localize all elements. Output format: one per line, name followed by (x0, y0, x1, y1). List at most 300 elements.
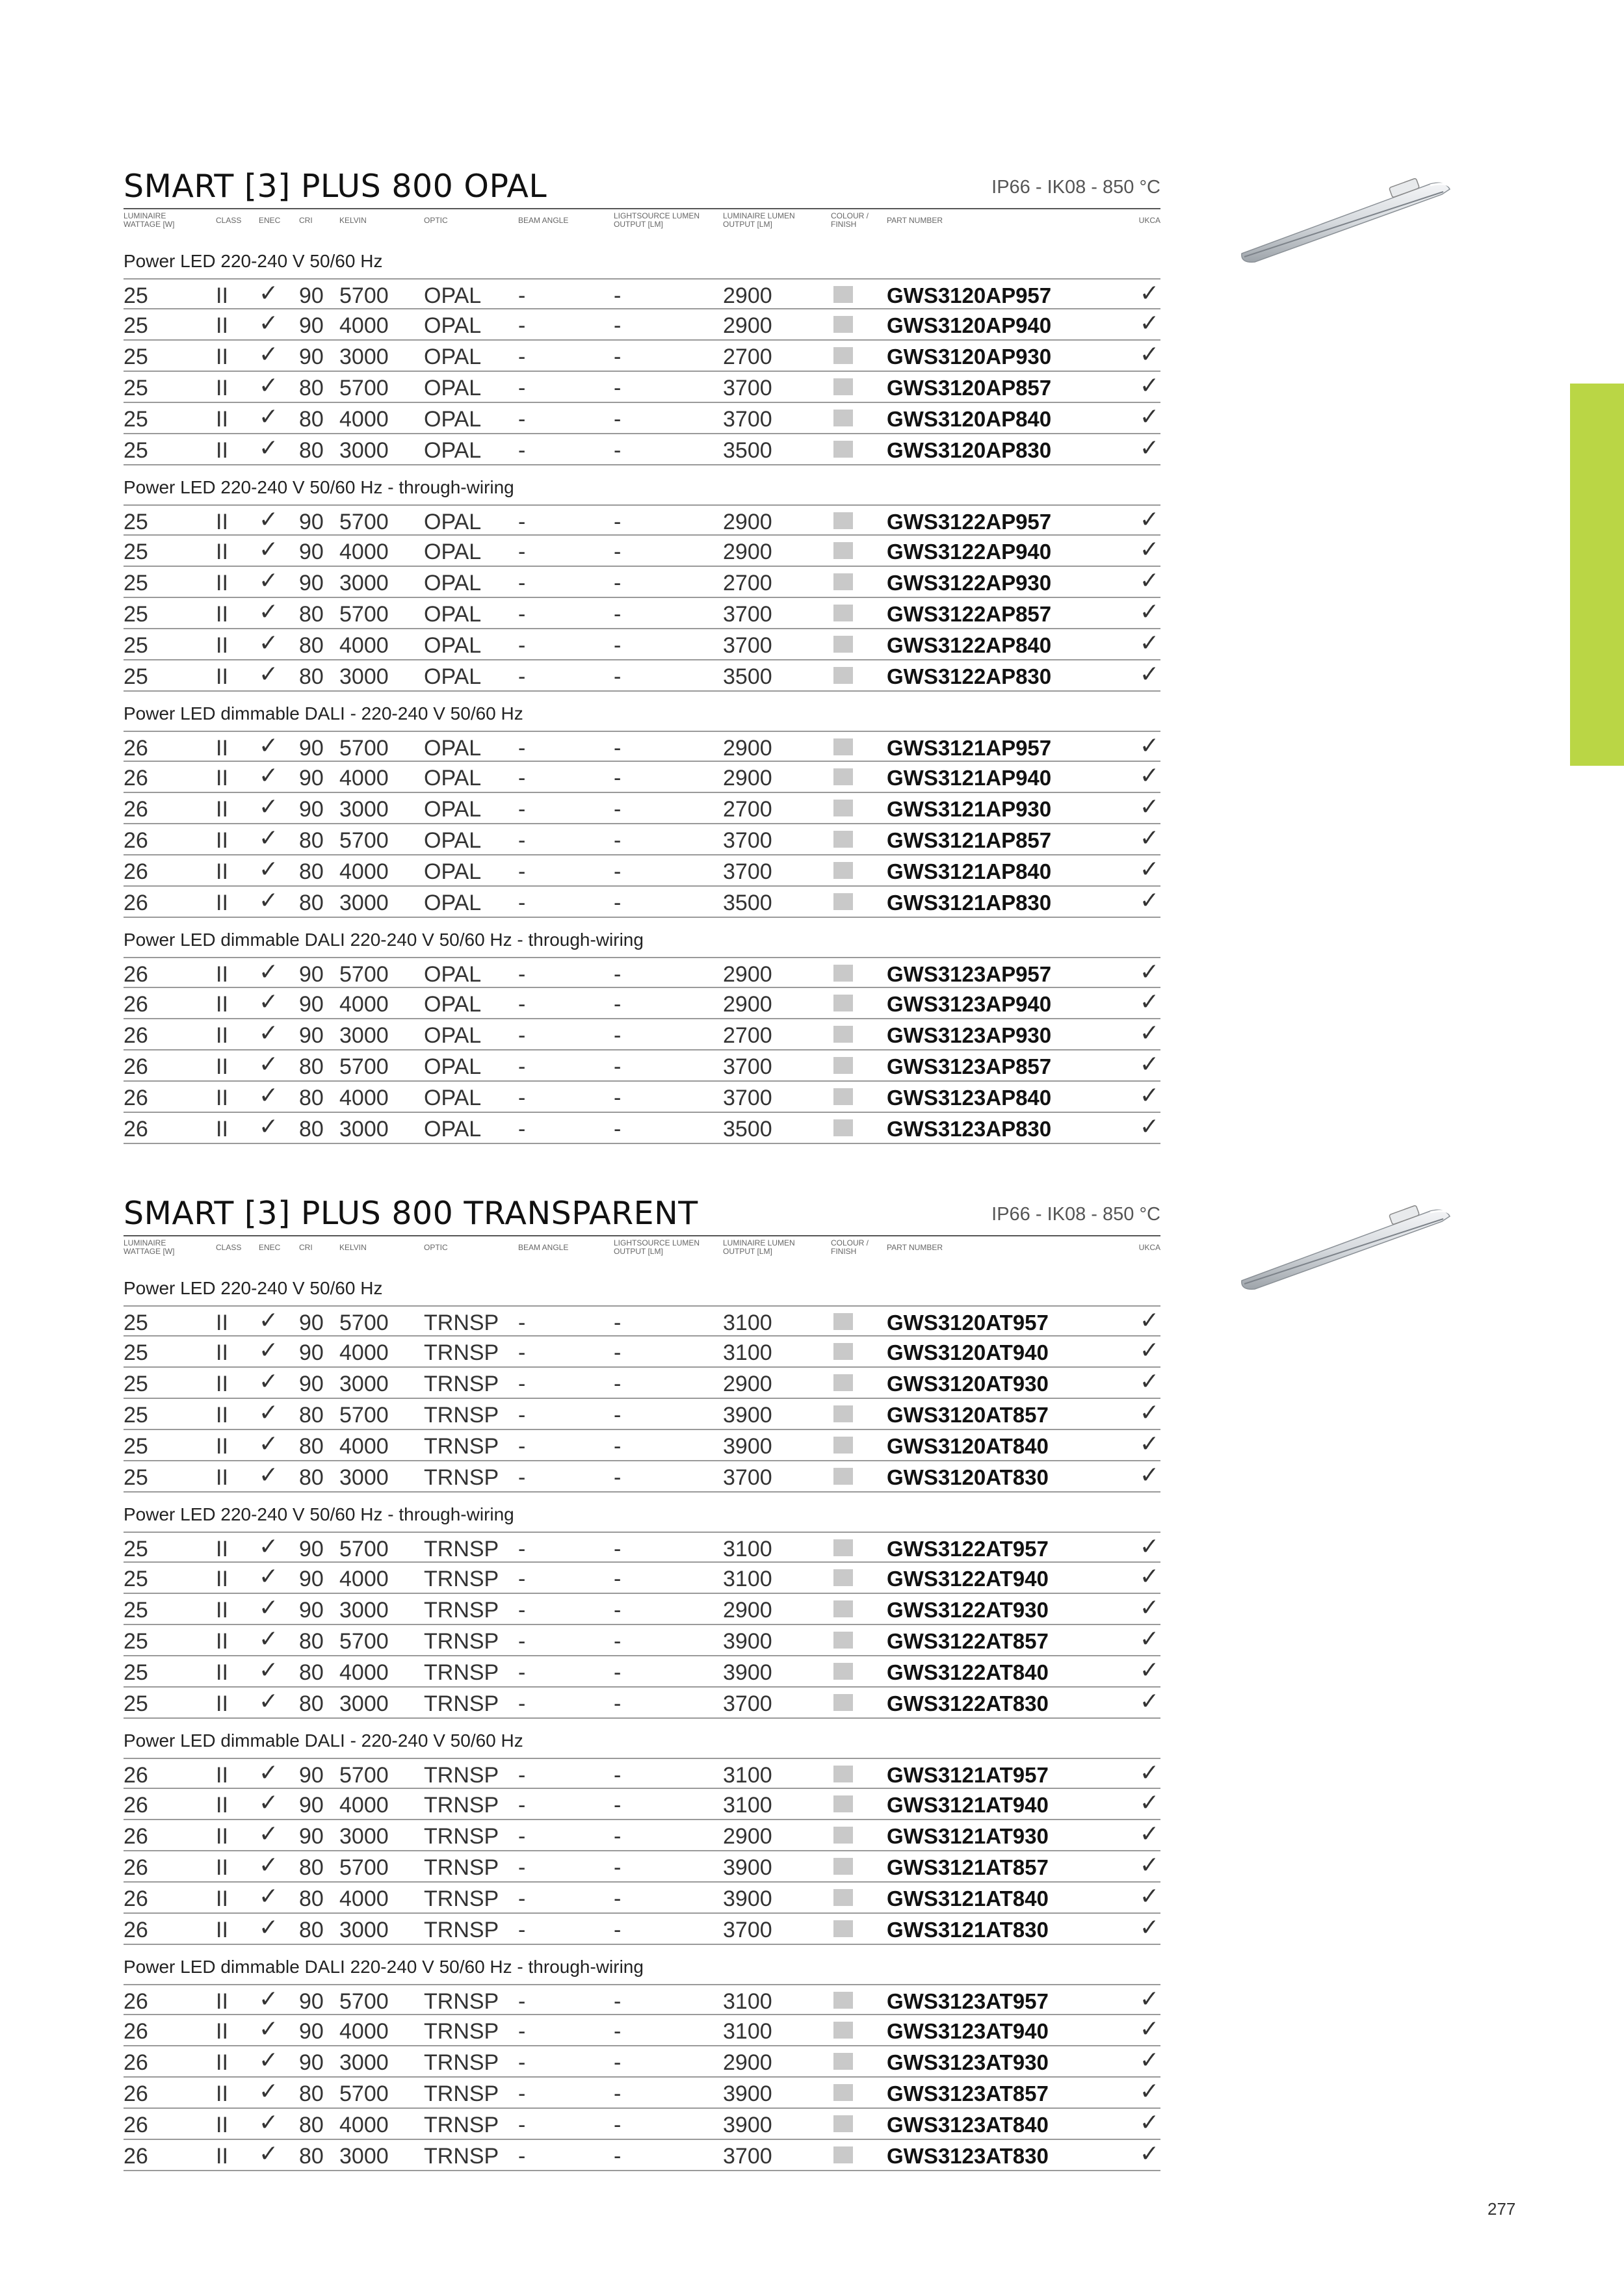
class-cell: II (216, 2113, 228, 2137)
colour-swatch (833, 573, 853, 590)
enec-check-cell: ✓ (259, 2046, 279, 2073)
optic-cell: OPAL (424, 376, 482, 400)
ukca-check-cell: ✓ (1139, 629, 1159, 656)
class-cell: II (216, 1629, 228, 1654)
table-row (124, 504, 1160, 536)
lightsource-lumen-cell: - (614, 1598, 622, 1623)
luminaire-lumen-cell: 2900 (723, 962, 772, 987)
wattage-cell: 25 (124, 438, 148, 463)
kelvin-cell: 4000 (339, 2113, 389, 2137)
ukca-check-cell: ✓ (1139, 762, 1159, 789)
colour-swatch (833, 1405, 853, 1422)
class-cell: II (216, 891, 228, 915)
header-rule (124, 1235, 1160, 1236)
kelvin-cell: 5700 (339, 2081, 389, 2106)
wattage-cell: 25 (124, 1567, 148, 1591)
colour-swatch (833, 1057, 853, 1074)
colour-swatch (833, 1313, 853, 1330)
class-cell: II (216, 1465, 228, 1490)
colour-swatch (833, 862, 853, 879)
wattage-cell: 25 (124, 602, 148, 627)
class-cell: II (216, 313, 228, 338)
kelvin-cell: 4000 (339, 992, 389, 1017)
kelvin-cell: 5700 (339, 1989, 389, 2014)
lightsource-lumen-cell: - (614, 407, 622, 432)
wattage-cell: 26 (124, 1824, 148, 1849)
class-cell: II (216, 797, 228, 822)
group-rows (124, 278, 1160, 465)
ukca-check-cell: ✓ (1139, 855, 1159, 882)
luminaire-product-image (1235, 1193, 1456, 1290)
beam-angle-cell: - (518, 1434, 526, 1459)
class-cell: II (216, 736, 228, 761)
table-row (124, 1984, 1160, 2015)
optic-cell: TRNSP (424, 1824, 499, 1849)
wattage-cell: 26 (124, 736, 148, 761)
wattage-cell: 25 (124, 1311, 148, 1335)
part-number-cell: GWS3121AT830 (887, 1918, 1049, 1942)
header-cri: CRI (299, 216, 313, 225)
ukca-check-cell: ✓ (1139, 1307, 1159, 1333)
kelvin-cell: 5700 (339, 602, 389, 627)
cri-cell: 80 (299, 1465, 324, 1490)
header-colour: COLOUR / FINISH (831, 211, 869, 229)
luminaire-lumen-cell: 2900 (723, 510, 772, 534)
group-rows (124, 731, 1160, 918)
kelvin-cell: 5700 (339, 1403, 389, 1428)
cri-cell: 90 (299, 1567, 324, 1591)
wattage-cell: 25 (124, 345, 148, 369)
class-cell: II (216, 1086, 228, 1110)
group-title: Power LED 220-240 V 50/60 Hz - through-wiring (124, 1504, 514, 1524)
luminaire-lumen-cell: 2900 (723, 1824, 772, 1849)
table-row (124, 988, 1160, 1019)
lightsource-lumen-cell: - (614, 1023, 622, 1048)
luminaire-lumen-cell: 3900 (723, 1855, 772, 1880)
colour-swatch (833, 1632, 853, 1649)
colour-swatch (833, 1539, 853, 1556)
luminaire-lumen-cell: 2900 (723, 766, 772, 790)
optic-cell: OPAL (424, 891, 482, 915)
optic-cell: OPAL (424, 736, 482, 761)
header-colour: COLOUR / FINISH (831, 1238, 869, 1256)
optic-cell: TRNSP (424, 1989, 499, 2014)
cri-cell: 90 (299, 1824, 324, 1849)
kelvin-cell: 4000 (339, 313, 389, 338)
part-number-cell: GWS3123AP830 (887, 1117, 1052, 1141)
luminaire-lumen-cell: 3100 (723, 1763, 772, 1788)
cri-cell: 80 (299, 2113, 324, 2137)
kelvin-cell: 5700 (339, 376, 389, 400)
part-number-cell: GWS3123AT840 (887, 2113, 1049, 2137)
class-cell: II (216, 1918, 228, 1942)
enec-check-cell: ✓ (259, 1688, 279, 1714)
table-row (124, 434, 1160, 465)
table-row (124, 793, 1160, 824)
beam-angle-cell: - (518, 1465, 526, 1490)
enec-check-cell: ✓ (259, 855, 279, 882)
part-number-cell: GWS3121AP840 (887, 859, 1052, 883)
kelvin-cell: 3000 (339, 571, 389, 595)
table-row (124, 1082, 1160, 1113)
colour-swatch (833, 2084, 853, 2101)
optic-cell: TRNSP (424, 2050, 499, 2075)
ukca-check-cell: ✓ (1139, 309, 1159, 336)
luminaire-lumen-cell: 2900 (723, 2050, 772, 2075)
lightsource-lumen-cell: - (614, 1465, 622, 1490)
beam-angle-cell: - (518, 1340, 526, 1365)
lightsource-lumen-cell: - (614, 2113, 622, 2137)
enec-check-cell: ✓ (259, 2140, 279, 2167)
class-cell: II (216, 602, 228, 627)
wattage-cell: 26 (124, 1117, 148, 1141)
class-cell: II (216, 2019, 228, 2044)
class-cell: II (216, 1886, 228, 1911)
colour-swatch (833, 1920, 853, 1937)
kelvin-cell: 5700 (339, 510, 389, 534)
enec-check-cell: ✓ (259, 1594, 279, 1621)
part-number-cell: GWS3123AT940 (887, 2019, 1049, 2043)
table-row (124, 629, 1160, 660)
group-title: Power LED dimmable DALI 220-240 V 50/60 Hz - through-wiring (124, 930, 644, 950)
part-number-cell: GWS3121AP957 (887, 736, 1052, 760)
wattage-cell: 25 (124, 633, 148, 658)
class-cell: II (216, 1117, 228, 1141)
enec-check-cell: ✓ (259, 793, 279, 820)
class-cell: II (216, 1340, 228, 1365)
luminaire-product-image (1235, 166, 1456, 263)
optic-cell: TRNSP (424, 1855, 499, 1880)
enec-check-cell: ✓ (259, 403, 279, 430)
colour-swatch (833, 893, 853, 910)
enec-check-cell: ✓ (259, 1625, 279, 1652)
luminaire-lumen-cell: 2700 (723, 571, 772, 595)
colour-swatch (833, 831, 853, 848)
enec-check-cell: ✓ (259, 598, 279, 625)
table-row (124, 887, 1160, 918)
cri-cell: 90 (299, 962, 324, 987)
part-number-cell: GWS3123AT957 (887, 1989, 1049, 2013)
colour-swatch (833, 542, 853, 559)
enec-check-cell: ✓ (259, 824, 279, 851)
cri-cell: 80 (299, 1629, 324, 1654)
kelvin-cell: 5700 (339, 283, 389, 308)
table-row (124, 598, 1160, 629)
table-row (124, 2078, 1160, 2109)
wattage-cell: 25 (124, 376, 148, 400)
kelvin-cell: 4000 (339, 766, 389, 790)
wattage-cell: 26 (124, 1855, 148, 1880)
lightsource-lumen-cell: - (614, 736, 622, 761)
ukca-check-cell: ✓ (1139, 1914, 1159, 1940)
luminaire-lumen-cell: 3700 (723, 2144, 772, 2169)
colour-swatch (833, 1827, 853, 1844)
luminaire-lumen-cell: 3100 (723, 1989, 772, 2014)
part-number-cell: GWS3123AP857 (887, 1054, 1052, 1078)
beam-angle-cell: - (518, 962, 526, 987)
beam-angle-cell: - (518, 797, 526, 822)
class-cell: II (216, 1989, 228, 2014)
header-lum-lumen: LUMINAIRE LUMEN OUTPUT [LM] (723, 1238, 795, 1256)
wattage-cell: 25 (124, 1691, 148, 1716)
optic-cell: TRNSP (424, 2019, 499, 2044)
wattage-cell: 26 (124, 1793, 148, 1818)
part-number-cell: GWS3121AT940 (887, 1793, 1049, 1817)
lightsource-lumen-cell: - (614, 766, 622, 790)
part-number-cell: GWS3120AP930 (887, 345, 1052, 369)
optic-cell: OPAL (424, 602, 482, 627)
cri-cell: 90 (299, 2019, 324, 2044)
luminaire-lumen-cell: 3900 (723, 1629, 772, 1654)
class-cell: II (216, 283, 228, 308)
wattage-cell: 26 (124, 1989, 148, 2014)
part-number-cell: GWS3120AP857 (887, 376, 1052, 400)
class-cell: II (216, 859, 228, 884)
part-number-cell: GWS3122AP930 (887, 571, 1052, 595)
wattage-cell: 25 (124, 1372, 148, 1396)
beam-angle-cell: - (518, 1567, 526, 1591)
enec-check-cell: ✓ (259, 887, 279, 913)
kelvin-cell: 5700 (339, 1629, 389, 1654)
kelvin-cell: 5700 (339, 1537, 389, 1561)
group-rows (124, 1305, 1160, 1493)
ukca-check-cell: ✓ (1139, 887, 1159, 913)
part-number-cell: GWS3120AT957 (887, 1311, 1049, 1335)
table-row (124, 1688, 1160, 1719)
class-cell: II (216, 664, 228, 689)
cri-cell: 80 (299, 1054, 324, 1079)
enec-check-cell: ✓ (259, 1851, 279, 1878)
lightsource-lumen-cell: - (614, 1567, 622, 1591)
cri-cell: 80 (299, 664, 324, 689)
optic-cell: TRNSP (424, 1660, 499, 1685)
part-number-cell: GWS3122AT957 (887, 1537, 1049, 1561)
ukca-check-cell: ✓ (1139, 1082, 1159, 1108)
part-number-cell: GWS3122AP830 (887, 664, 1052, 688)
beam-angle-cell: - (518, 1824, 526, 1849)
class-cell: II (216, 510, 228, 534)
cri-cell: 90 (299, 1023, 324, 1048)
class-cell: II (216, 2144, 228, 2169)
part-number-cell: GWS3120AP957 (887, 283, 1052, 307)
group-title: Power LED dimmable DALI - 220-240 V 50/60 Hz (124, 703, 523, 724)
class-cell: II (216, 1434, 228, 1459)
enec-check-cell: ✓ (259, 629, 279, 656)
beam-angle-cell: - (518, 1311, 526, 1335)
lightsource-lumen-cell: - (614, 1340, 622, 1365)
luminaire-lumen-cell: 3100 (723, 1311, 772, 1335)
ukca-check-cell: ✓ (1139, 1594, 1159, 1621)
wattage-cell: 26 (124, 2144, 148, 2169)
class-cell: II (216, 1311, 228, 1335)
optic-cell: TRNSP (424, 1403, 499, 1428)
table-row (124, 2109, 1160, 2140)
ukca-check-cell: ✓ (1139, 1759, 1159, 1786)
enec-check-cell: ✓ (259, 434, 279, 461)
optic-cell: OPAL (424, 859, 482, 884)
enec-check-cell: ✓ (259, 1307, 279, 1333)
lightsource-lumen-cell: - (614, 859, 622, 884)
kelvin-cell: 4000 (339, 633, 389, 658)
enec-check-cell: ✓ (259, 536, 279, 562)
ukca-check-cell: ✓ (1139, 1050, 1159, 1077)
kelvin-cell: 4000 (339, 1340, 389, 1365)
cri-cell: 90 (299, 1793, 324, 1818)
beam-angle-cell: - (518, 1886, 526, 1911)
header-ukca: UKCA (1138, 216, 1160, 225)
kelvin-cell: 5700 (339, 1855, 389, 1880)
ukca-check-cell: ✓ (1139, 2078, 1159, 2104)
optic-cell: OPAL (424, 510, 482, 534)
page-number: 277 (1487, 2199, 1516, 2219)
luminaire-lumen-cell: 3500 (723, 891, 772, 915)
cri-cell: 80 (299, 407, 324, 432)
kelvin-cell: 3000 (339, 797, 389, 822)
ukca-check-cell: ✓ (1139, 403, 1159, 430)
kelvin-cell: 3000 (339, 438, 389, 463)
luminaire-lumen-cell: 3500 (723, 1117, 772, 1141)
beam-angle-cell: - (518, 2081, 526, 2106)
lightsource-lumen-cell: - (614, 1824, 622, 1849)
group-title: Power LED 220-240 V 50/60 Hz (124, 251, 383, 271)
luminaire-lumen-cell: 2900 (723, 1598, 772, 1623)
colour-swatch (833, 347, 853, 364)
optic-cell: TRNSP (424, 1918, 499, 1942)
enec-check-cell: ✓ (259, 732, 279, 759)
ukca-check-cell: ✓ (1139, 1533, 1159, 1559)
table-row (124, 341, 1160, 372)
optic-cell: TRNSP (424, 1537, 499, 1561)
optic-cell: OPAL (424, 345, 482, 369)
luminaire-lumen-cell: 2900 (723, 313, 772, 338)
colour-swatch (833, 1795, 853, 1812)
optic-cell: OPAL (424, 633, 482, 658)
part-number-cell: GWS3121AT930 (887, 1824, 1049, 1848)
optic-cell: TRNSP (424, 1465, 499, 1490)
table-row (124, 1461, 1160, 1493)
optic-cell: TRNSP (424, 1629, 499, 1654)
wattage-cell: 25 (124, 1434, 148, 1459)
lightsource-lumen-cell: - (614, 1763, 622, 1788)
lightsource-lumen-cell: - (614, 540, 622, 564)
beam-angle-cell: - (518, 664, 526, 689)
wattage-cell: 26 (124, 2019, 148, 2044)
class-cell: II (216, 766, 228, 790)
cri-cell: 80 (299, 1691, 324, 1716)
class-cell: II (216, 962, 228, 987)
cri-cell: 90 (299, 510, 324, 534)
table-row (124, 278, 1160, 309)
header-optic: OPTIC (424, 216, 448, 225)
enec-check-cell: ✓ (259, 988, 279, 1015)
optic-cell: TRNSP (424, 1763, 499, 1788)
wattage-cell: 26 (124, 1886, 148, 1911)
ukca-check-cell: ✓ (1139, 280, 1159, 306)
part-number-cell: GWS3120AP840 (887, 407, 1052, 431)
colour-swatch (833, 1600, 853, 1617)
group-title: Power LED dimmable DALI - 220-240 V 50/60 Hz (124, 1730, 523, 1751)
table-row (124, 1337, 1160, 1368)
kelvin-cell: 3000 (339, 2050, 389, 2075)
enec-check-cell: ✓ (259, 1789, 279, 1816)
class-cell: II (216, 1855, 228, 1880)
lightsource-lumen-cell: - (614, 313, 622, 338)
enec-check-cell: ✓ (259, 1533, 279, 1559)
lightsource-lumen-cell: - (614, 1117, 622, 1141)
table-row (124, 1851, 1160, 1883)
class-cell: II (216, 1372, 228, 1396)
header-kelvin: KELVIN (339, 1243, 367, 1252)
kelvin-cell: 3000 (339, 1117, 389, 1141)
optic-cell: OPAL (424, 992, 482, 1017)
cri-cell: 80 (299, 2144, 324, 2169)
beam-angle-cell: - (518, 407, 526, 432)
lightsource-lumen-cell: - (614, 2050, 622, 2075)
colour-swatch (833, 1088, 853, 1105)
beam-angle-cell: - (518, 313, 526, 338)
optic-cell: OPAL (424, 797, 482, 822)
group-rows (124, 1984, 1160, 2171)
beam-angle-cell: - (518, 1086, 526, 1110)
header-ls-lumen: LIGHTSOURCE LUMEN OUTPUT [LM] (614, 1238, 700, 1256)
colour-swatch (833, 2053, 853, 2070)
ukca-check-cell: ✓ (1139, 1368, 1159, 1394)
kelvin-cell: 3000 (339, 664, 389, 689)
header-beam: BEAM ANGLE (518, 216, 569, 225)
enec-check-cell: ✓ (259, 1430, 279, 1457)
wattage-cell: 25 (124, 1598, 148, 1623)
wattage-cell: 26 (124, 891, 148, 915)
optic-cell: OPAL (424, 313, 482, 338)
wattage-cell: 25 (124, 510, 148, 534)
beam-angle-cell: - (518, 992, 526, 1017)
lightsource-lumen-cell: - (614, 1629, 622, 1654)
table-row (124, 1883, 1160, 1914)
wattage-cell: 26 (124, 859, 148, 884)
wattage-cell: 26 (124, 1054, 148, 1079)
colour-swatch (833, 667, 853, 684)
header-class: CLASS (216, 1243, 242, 1252)
colour-swatch (833, 512, 853, 529)
beam-angle-cell: - (518, 1629, 526, 1654)
luminaire-lumen-cell: 3700 (723, 407, 772, 432)
wattage-cell: 26 (124, 1918, 148, 1942)
kelvin-cell: 4000 (339, 2019, 389, 2044)
colour-swatch (833, 316, 853, 333)
enec-check-cell: ✓ (259, 1337, 279, 1363)
cri-cell: 90 (299, 1311, 324, 1335)
luminaire-lumen-cell: 3100 (723, 1537, 772, 1561)
group-title: Power LED 220-240 V 50/60 Hz - through-wiring (124, 477, 514, 497)
enec-check-cell: ✓ (259, 1019, 279, 1046)
lightsource-lumen-cell: - (614, 376, 622, 400)
beam-angle-cell: - (518, 1918, 526, 1942)
optic-cell: OPAL (424, 283, 482, 308)
wattage-cell: 26 (124, 766, 148, 790)
luminaire-lumen-cell: 3500 (723, 664, 772, 689)
colour-swatch (833, 1694, 853, 1711)
enec-check-cell: ✓ (259, 1656, 279, 1683)
optic-cell: OPAL (424, 766, 482, 790)
class-cell: II (216, 407, 228, 432)
wattage-cell: 26 (124, 828, 148, 853)
luminaire-lumen-cell: 3900 (723, 1434, 772, 1459)
beam-angle-cell: - (518, 1117, 526, 1141)
wattage-cell: 26 (124, 992, 148, 1017)
cri-cell: 90 (299, 1598, 324, 1623)
colour-swatch (833, 800, 853, 816)
kelvin-cell: 5700 (339, 736, 389, 761)
